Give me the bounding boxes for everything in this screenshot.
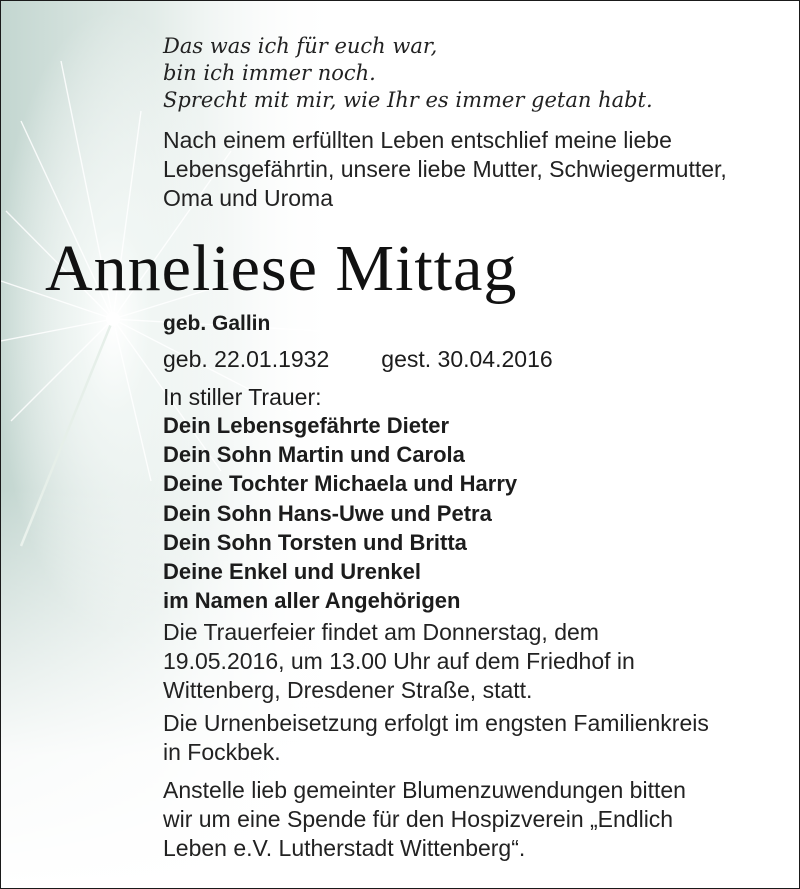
mourner-line: im Namen aller Angehörigen <box>163 588 461 614</box>
poem-line: Sprecht mit mir, wie Ihr es immer getan habt. <box>163 88 653 112</box>
mourner-line: Dein Sohn Hans-Uwe und Petra <box>163 500 492 526</box>
donation-line: wir um eine Spende für den Hospizverein „Endlich <box>163 806 674 832</box>
urn-burial-info <box>163 709 709 767</box>
funeral-line: Die Trauerfeier findet am Donnerstag, dem <box>163 619 599 645</box>
mourner-line: Dein Sohn Torsten und Britta <box>163 529 467 555</box>
donation-line: Anstelle lieb gemeinter Blumenzuwendungen bitten <box>163 777 686 803</box>
life-dates <box>163 345 553 373</box>
death-date: gest. 30.04.2016 <box>381 346 553 372</box>
poem-line: bin ich immer noch. <box>163 61 376 85</box>
intro-line: Oma und Uroma <box>163 185 334 211</box>
funeral-line: Wittenberg, Dresdener Straße, statt. <box>163 677 533 703</box>
mourner-line: Dein Lebensgefährte Dieter <box>163 413 450 438</box>
birth-date: geb. 22.01.1932 <box>163 346 330 372</box>
urn-line: in Fockbek. <box>163 739 281 765</box>
mourner-line: Dein Sohn Martin und Carola <box>163 442 465 468</box>
intro-text <box>163 126 727 213</box>
intro-line: Nach einem erfüllten Leben entschlief meine liebe <box>163 127 672 153</box>
funeral-line: 19.05.2016, um 13.00 Uhr auf dem Friedhof in <box>163 648 635 674</box>
poem <box>163 33 653 114</box>
mourners-list <box>163 411 517 615</box>
mourning-intro: In stiller Trauer: <box>163 384 322 410</box>
maiden-name: geb. Gallin <box>163 312 271 335</box>
donation-info <box>163 776 686 863</box>
intro-line: Lebensgefährtin, unsere liebe Mutter, Schwiegermutter, <box>163 156 727 182</box>
mourner-line: Deine Enkel und Urenkel <box>163 559 421 585</box>
funeral-info <box>163 618 635 705</box>
donation-line: Leben e.V. Lutherstadt Wittenberg“. <box>163 835 526 861</box>
deceased-name: Anneliese Mittag <box>45 232 518 305</box>
urn-line: Die Urnenbeisetzung erfolgt im engsten Familienkreis <box>163 710 709 736</box>
mourner-line: Deine Tochter Michaela und Harry <box>163 471 518 497</box>
poem-line: Das was ich für euch war, <box>163 34 438 58</box>
